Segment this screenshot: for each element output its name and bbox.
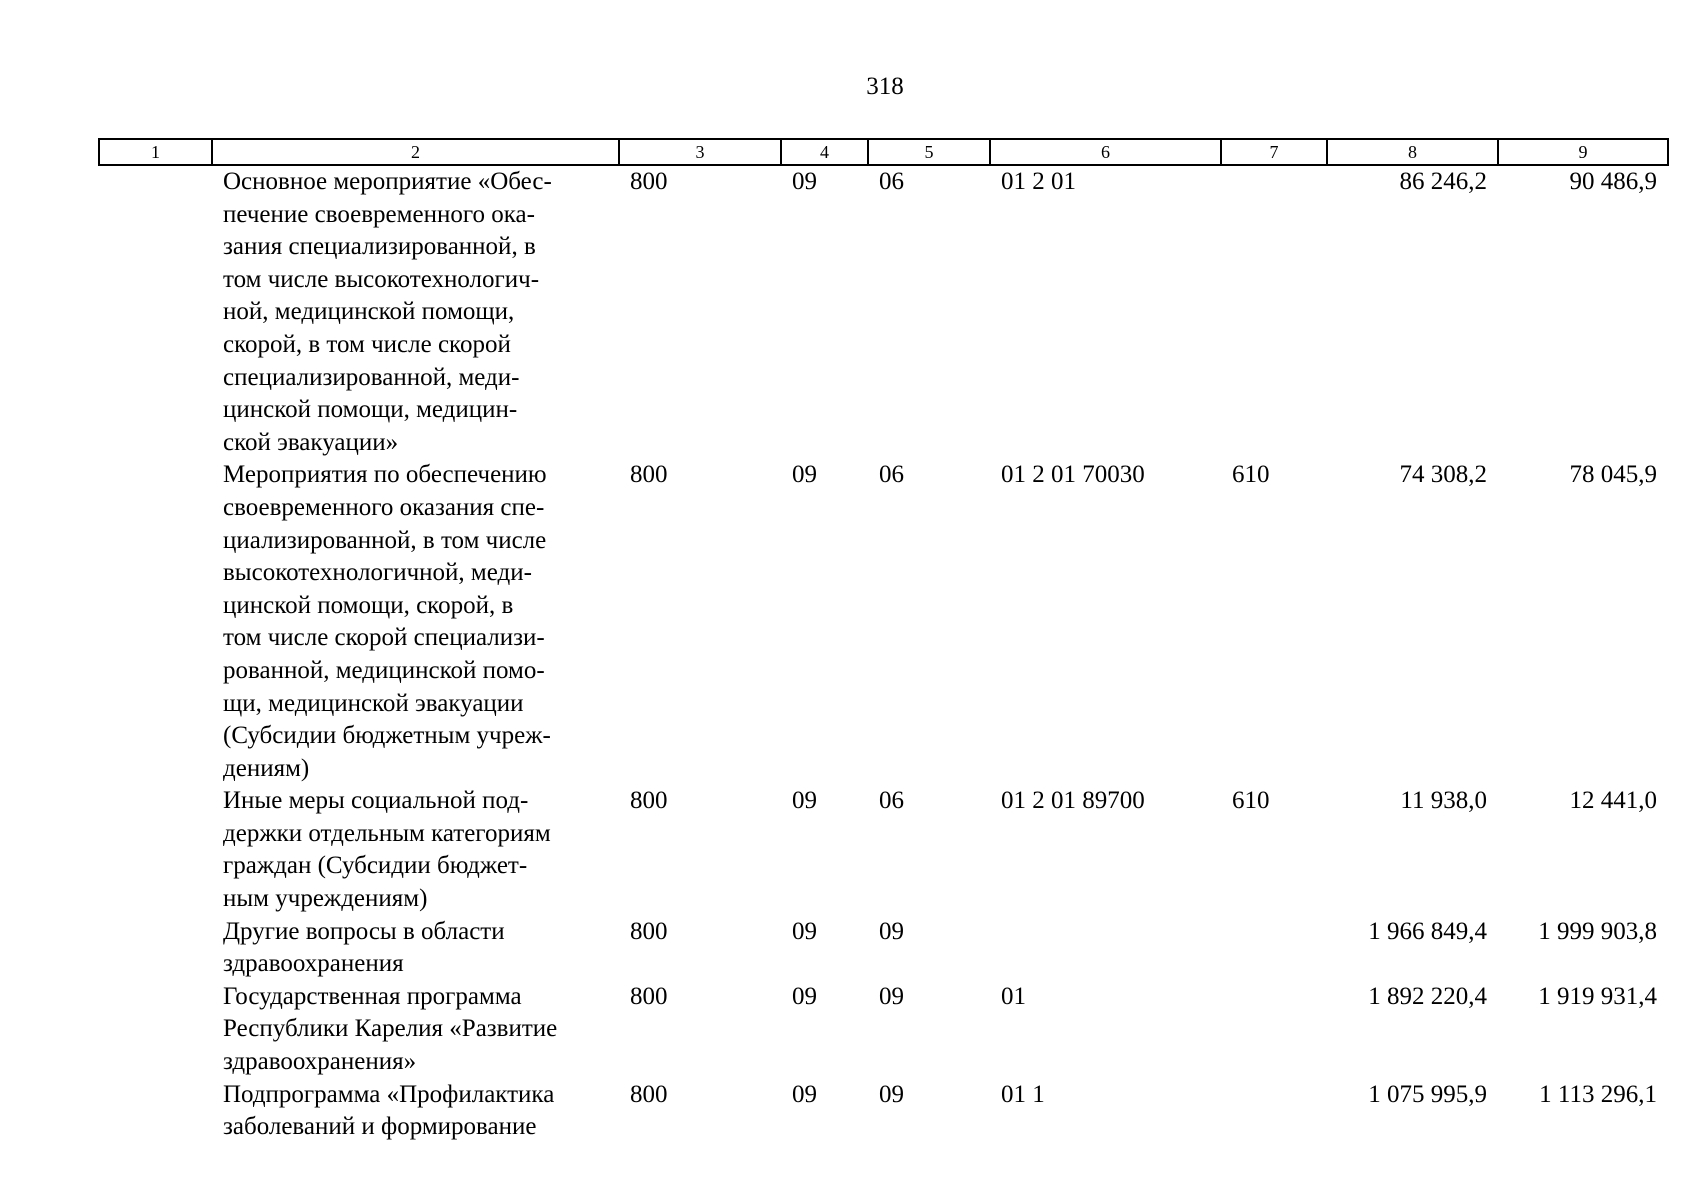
column-number-2: 2: [212, 139, 619, 165]
amount-year-2-cell: 1 999 903,8: [1538, 917, 1657, 945]
subsection-code-cell: 09: [879, 917, 904, 945]
expense-type-cell: [1220, 166, 1326, 459]
row-name-cell: Подпрограмма «Профилактика заболеваний и формирование: [223, 1080, 555, 1141]
target-article-cell: 01 1: [1001, 1080, 1045, 1108]
column-number-4: 4: [781, 139, 868, 165]
amount-year-1-cell: 11 938,0: [1400, 787, 1487, 815]
column-number-5: 5: [868, 139, 990, 165]
ministry-code-cell: 800: [630, 1080, 668, 1108]
expense-type-cell: [1220, 916, 1326, 981]
subsection-code-cell: 09: [879, 1080, 904, 1108]
subsection-code-cell: 09: [879, 982, 904, 1010]
section-code-cell: 09: [792, 168, 817, 195]
row-number-cell: [98, 785, 211, 915]
amount-year-2-cell: 78 045,9: [1569, 461, 1657, 489]
column-number-6: 6: [990, 139, 1221, 165]
column-number-row: [99, 139, 1668, 165]
section-code-cell: 09: [792, 917, 817, 945]
section-code-cell: 09: [792, 982, 817, 1010]
amount-year-2-cell: 1 919 931,4: [1538, 982, 1657, 1010]
expense-type-cell: 610: [1232, 461, 1270, 489]
section-code-cell: 09: [792, 787, 817, 815]
subsection-code-cell: 06: [879, 461, 904, 489]
row-name-cell: Мероприятия по обеспечению своевременного оказания спе- циализированной, в том числе высокотехнологичной, меди- цинской помощи, скорой, в том числе скорой специализи- рованной, медицинской помо- щи, медицинской эвакуации (Субсидии бюджетным учреж- дениям): [223, 461, 551, 782]
table-row: [98, 459, 1667, 785]
row-name-cell: Другие вопросы в области здравоохранения: [223, 917, 505, 978]
amount-year-2-cell: 12 441,0: [1569, 787, 1657, 815]
amount-year-1-cell: 74 308,2: [1399, 461, 1487, 489]
row-number-cell: [98, 166, 211, 459]
row-number-cell: [98, 1079, 211, 1144]
ministry-code-cell: 800: [630, 917, 668, 945]
amount-year-1-cell: 1 966 849,4: [1368, 917, 1487, 945]
table-row: [98, 1079, 1667, 1144]
target-article-cell: 01 2 01: [1001, 168, 1076, 195]
row-name-cell: Государственная программа Республики Карелия «Развитие здравоохранения»: [223, 982, 558, 1076]
row-number-cell: [98, 916, 211, 981]
column-number-9: 9: [1498, 139, 1668, 165]
table-row: [98, 981, 1667, 1079]
ministry-code-cell: 800: [630, 787, 668, 815]
section-code-cell: 09: [792, 461, 817, 489]
amount-year-1-cell: 86 246,2: [1399, 168, 1487, 195]
column-number-7: 7: [1221, 139, 1327, 165]
budget-table-body: [98, 166, 1667, 1144]
amount-year-2-cell: 90 486,9: [1569, 168, 1657, 195]
ministry-code-cell: 800: [630, 168, 668, 195]
table-row: [98, 785, 1667, 915]
row-number-cell: [98, 459, 211, 785]
target-article-cell: 01 2 01 70030: [1001, 461, 1145, 489]
amount-year-2-cell: 1 113 296,1: [1539, 1080, 1657, 1108]
ministry-code-cell: 800: [630, 461, 668, 489]
amount-year-1-cell: 1 892 220,4: [1368, 982, 1487, 1010]
expense-type-cell: [1220, 981, 1326, 1079]
target-article-cell: 01 2 01 89700: [1001, 787, 1145, 815]
table-row: [98, 916, 1667, 981]
table-row: [98, 166, 1667, 459]
column-number-3: 3: [619, 139, 781, 165]
expense-type-cell: [1220, 1079, 1326, 1144]
column-number-1: 1: [99, 139, 212, 165]
row-name-cell: Иные меры социальной под- держки отдельным категориям граждан (Субсидии бюджет- ным учреждениям): [223, 787, 551, 913]
target-article-cell: 01: [1001, 982, 1026, 1010]
page-number: 318: [866, 73, 904, 100]
column-number-8: 8: [1327, 139, 1498, 165]
section-code-cell: 09: [792, 1080, 817, 1108]
expense-type-cell: 610: [1232, 787, 1270, 815]
amount-year-1-cell: 1 075 995,9: [1368, 1080, 1487, 1108]
row-name-cell: Основное мероприятие «Обес- печение своевременного ока- зания специализированной, в том числе высокотехнологич- ной, медицинской помощи, скорой, в том числе скорой специализированной, меди- цинской помощи, медицин- ской эвакуации»: [223, 168, 552, 456]
row-number-cell: [98, 981, 211, 1079]
ministry-code-cell: 800: [630, 982, 668, 1010]
subsection-code-cell: 06: [879, 168, 904, 195]
target-article-cell: [989, 916, 1220, 981]
subsection-code-cell: 06: [879, 787, 904, 815]
column-header-table: [98, 138, 1669, 166]
